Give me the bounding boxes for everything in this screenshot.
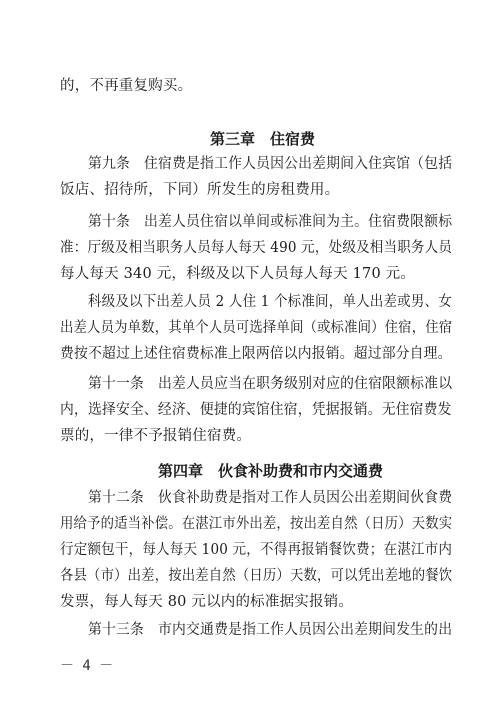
paragraph-line: 第十一条 出差人员应当在职务级别对应的住宿限额标准以 xyxy=(88,376,453,392)
paragraph-line: 费按不超过上述住宿费标准上限两倍以内报销。超过部分自理。 xyxy=(60,346,452,362)
paragraph-line: 的，不再重复购买。 xyxy=(60,78,193,94)
page-number: － 4 － xyxy=(60,658,114,674)
paragraph-line: 第十三条 市内交通费是指工作人员因公出差期间发生的出 xyxy=(88,622,453,638)
paragraph-line: 行定额包干，每人每天 100 元，不得再报销餐饮费；在湛江市内 xyxy=(60,542,453,558)
paragraph-line: 准：厅级及相当职务人员每人每天 490 元，处级及相当职务人员 xyxy=(60,240,453,256)
paragraph-line: 每人每天 340 元，科级及以下人员每人每天 170 元。 xyxy=(60,266,416,282)
paragraph-line: 第十条 出差人员住宿以单间或标准间为主。住宿费限额标 xyxy=(88,214,453,230)
paragraph-line: 出差人员为单数，其单个人员可选择单间（或标准间）住宿，住宿 xyxy=(60,320,453,336)
paragraph-line: 饭店、招待所，下同）所发生的房租费用。 xyxy=(60,182,340,198)
paragraph-line: 第十二条 伙食补助费是指对工作人员因公出差期间伙食费 xyxy=(88,490,453,506)
paragraph-line: 第九条 住宿费是指工作人员因公出差期间入住宾馆（包括 xyxy=(88,156,453,172)
paragraph-line: 用给予的适当补偿。在湛江市外出差，按出差自然（日历）天数实 xyxy=(60,516,453,532)
paragraph-line: 内，选择安全、经济、便捷的宾馆住宿，凭据报销。无住宿费发 xyxy=(60,402,452,418)
paragraph-line: 票的，一律不予报销住宿费。 xyxy=(60,428,252,444)
paragraph-line: 科级及以下出差人员 2 人住 1 个标准间，单人出差或男、女 xyxy=(88,294,452,310)
chapter-heading: 第三章 住宿费 xyxy=(210,130,316,148)
chapter-heading: 第四章 伙食补助费和市内交通费 xyxy=(158,462,384,480)
paragraph-line: 发票，每人每天 80 元以内的标准据实报销。 xyxy=(60,594,354,610)
paragraph-line: 各县（市）出差，按出差自然（日历）天数，可以凭出差地的餐饮 xyxy=(60,568,453,584)
